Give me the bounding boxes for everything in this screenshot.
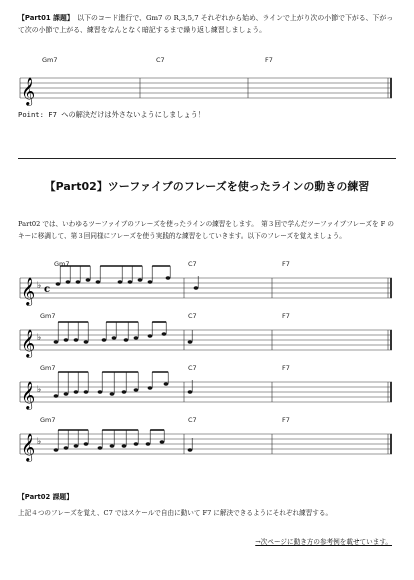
note-head: [74, 444, 79, 447]
chord-symbol: Gm7: [40, 312, 56, 320]
note-head: [134, 388, 139, 391]
note-head: [110, 444, 115, 447]
note-head: [74, 390, 79, 393]
note-head: [54, 394, 59, 397]
key-flat-icon: ♭: [37, 437, 42, 447]
note-head: [96, 280, 101, 283]
part01-chord-1: Gm7: [42, 56, 58, 64]
note-head: [112, 336, 117, 339]
assignment-heading: 【Part02 課題】: [18, 493, 73, 501]
note-head: [76, 280, 81, 283]
note-head: [148, 280, 153, 283]
note-head: [134, 336, 139, 339]
key-flat-icon: ♭: [37, 385, 42, 395]
chord-symbol: F7: [282, 260, 290, 268]
chord-symbol: Gm7: [40, 364, 56, 372]
staff-system-1: [0, 258, 414, 310]
note-head: [148, 386, 153, 389]
note-head: [64, 392, 69, 395]
note-head: [166, 276, 171, 279]
note-head: [138, 278, 143, 281]
note-head: [194, 286, 199, 289]
note-head: [84, 340, 89, 343]
note-head: [148, 334, 153, 337]
note-head: [188, 448, 193, 451]
note-head: [188, 340, 193, 343]
assignment-text: 上記４つのフレーズを覚え、C7 ではスケールで自由に動いて F7 に解決できるようにそれぞれ練習する。: [18, 509, 333, 517]
note-head: [122, 390, 127, 393]
note-head: [124, 338, 129, 341]
part01-chord-3: F7: [265, 56, 273, 64]
note-head: [188, 390, 193, 393]
treble-clef-icon: 𝄞: [21, 77, 36, 105]
note-head: [64, 338, 69, 341]
chord-symbol: F7: [282, 312, 290, 320]
note-head: [122, 444, 127, 447]
note-head: [56, 282, 61, 285]
staff-system-4: [0, 414, 414, 466]
part01-heading: 【Part01 課題】: [18, 14, 71, 22]
key-flat-icon: ♭: [37, 333, 42, 343]
note-head: [162, 332, 167, 335]
treble-clef-icon: 𝄞: [21, 277, 36, 305]
chord-symbol: C7: [188, 416, 197, 424]
next-page-note: →次ページに動き方の参考例を載せています。: [255, 538, 392, 546]
part01-staff: [0, 50, 414, 110]
note-head: [128, 280, 133, 283]
chord-symbol: Gm7: [54, 260, 70, 268]
part01-chord-2: C7: [156, 56, 165, 64]
note-head: [86, 278, 91, 281]
treble-clef-icon: 𝄞: [21, 381, 36, 409]
staff-system-2: [0, 310, 414, 362]
part02-text: Part02 では、いわゆるツーファイブのフレーズを使ったラインの練習をします。 第３回で学んだツーファイブフレーズを F のキーに移調して、第３回同様にフレーズを使う実践的な練習をしていきます。以下のフレーズを覚えましょう。: [18, 220, 394, 240]
chord-symbol: C7: [188, 260, 197, 268]
note-head: [54, 340, 59, 343]
note-head: [102, 338, 107, 341]
section-divider: [18, 158, 396, 159]
key-flat-icon: ♭: [37, 281, 42, 291]
staff-system-3: [0, 362, 414, 414]
part01-text: 以下のコード進行で、Gm7 の R,3,5,7 それぞれから始め、ラインで上がり次の小節で下がる、下がって次の小節で上がる、練習をなんとなく暗記するまで繰り返し練習しましょう。: [18, 14, 394, 34]
common-time-icon: c: [44, 284, 51, 295]
chord-symbol: C7: [188, 312, 197, 320]
chord-symbol: F7: [282, 416, 290, 424]
note-head: [64, 446, 69, 449]
treble-clef-icon: 𝄞: [21, 329, 36, 357]
note-head: [84, 390, 89, 393]
part01-instructions: [18, 12, 398, 36]
note-head: [146, 442, 151, 445]
chord-symbol: Gm7: [40, 416, 56, 424]
treble-clef-icon: 𝄞: [21, 433, 36, 461]
part02-title: 【Part02】ツーファイブのフレーズを使ったラインの動きの練習: [44, 180, 370, 193]
note-head: [98, 390, 103, 393]
note-head: [110, 392, 115, 395]
note-head: [118, 280, 123, 283]
note-head: [74, 338, 79, 341]
chord-symbol: C7: [188, 364, 197, 372]
note-head: [66, 280, 71, 283]
note-head: [98, 446, 103, 449]
note-head: [54, 448, 59, 451]
note-head: [164, 382, 169, 385]
part01-point: Point: F7 への解決だけは外さないようにしましょう！: [18, 110, 206, 119]
note-head: [134, 442, 139, 445]
note-head: [84, 442, 89, 445]
note-head: [160, 440, 165, 443]
chord-symbol: F7: [282, 364, 290, 372]
